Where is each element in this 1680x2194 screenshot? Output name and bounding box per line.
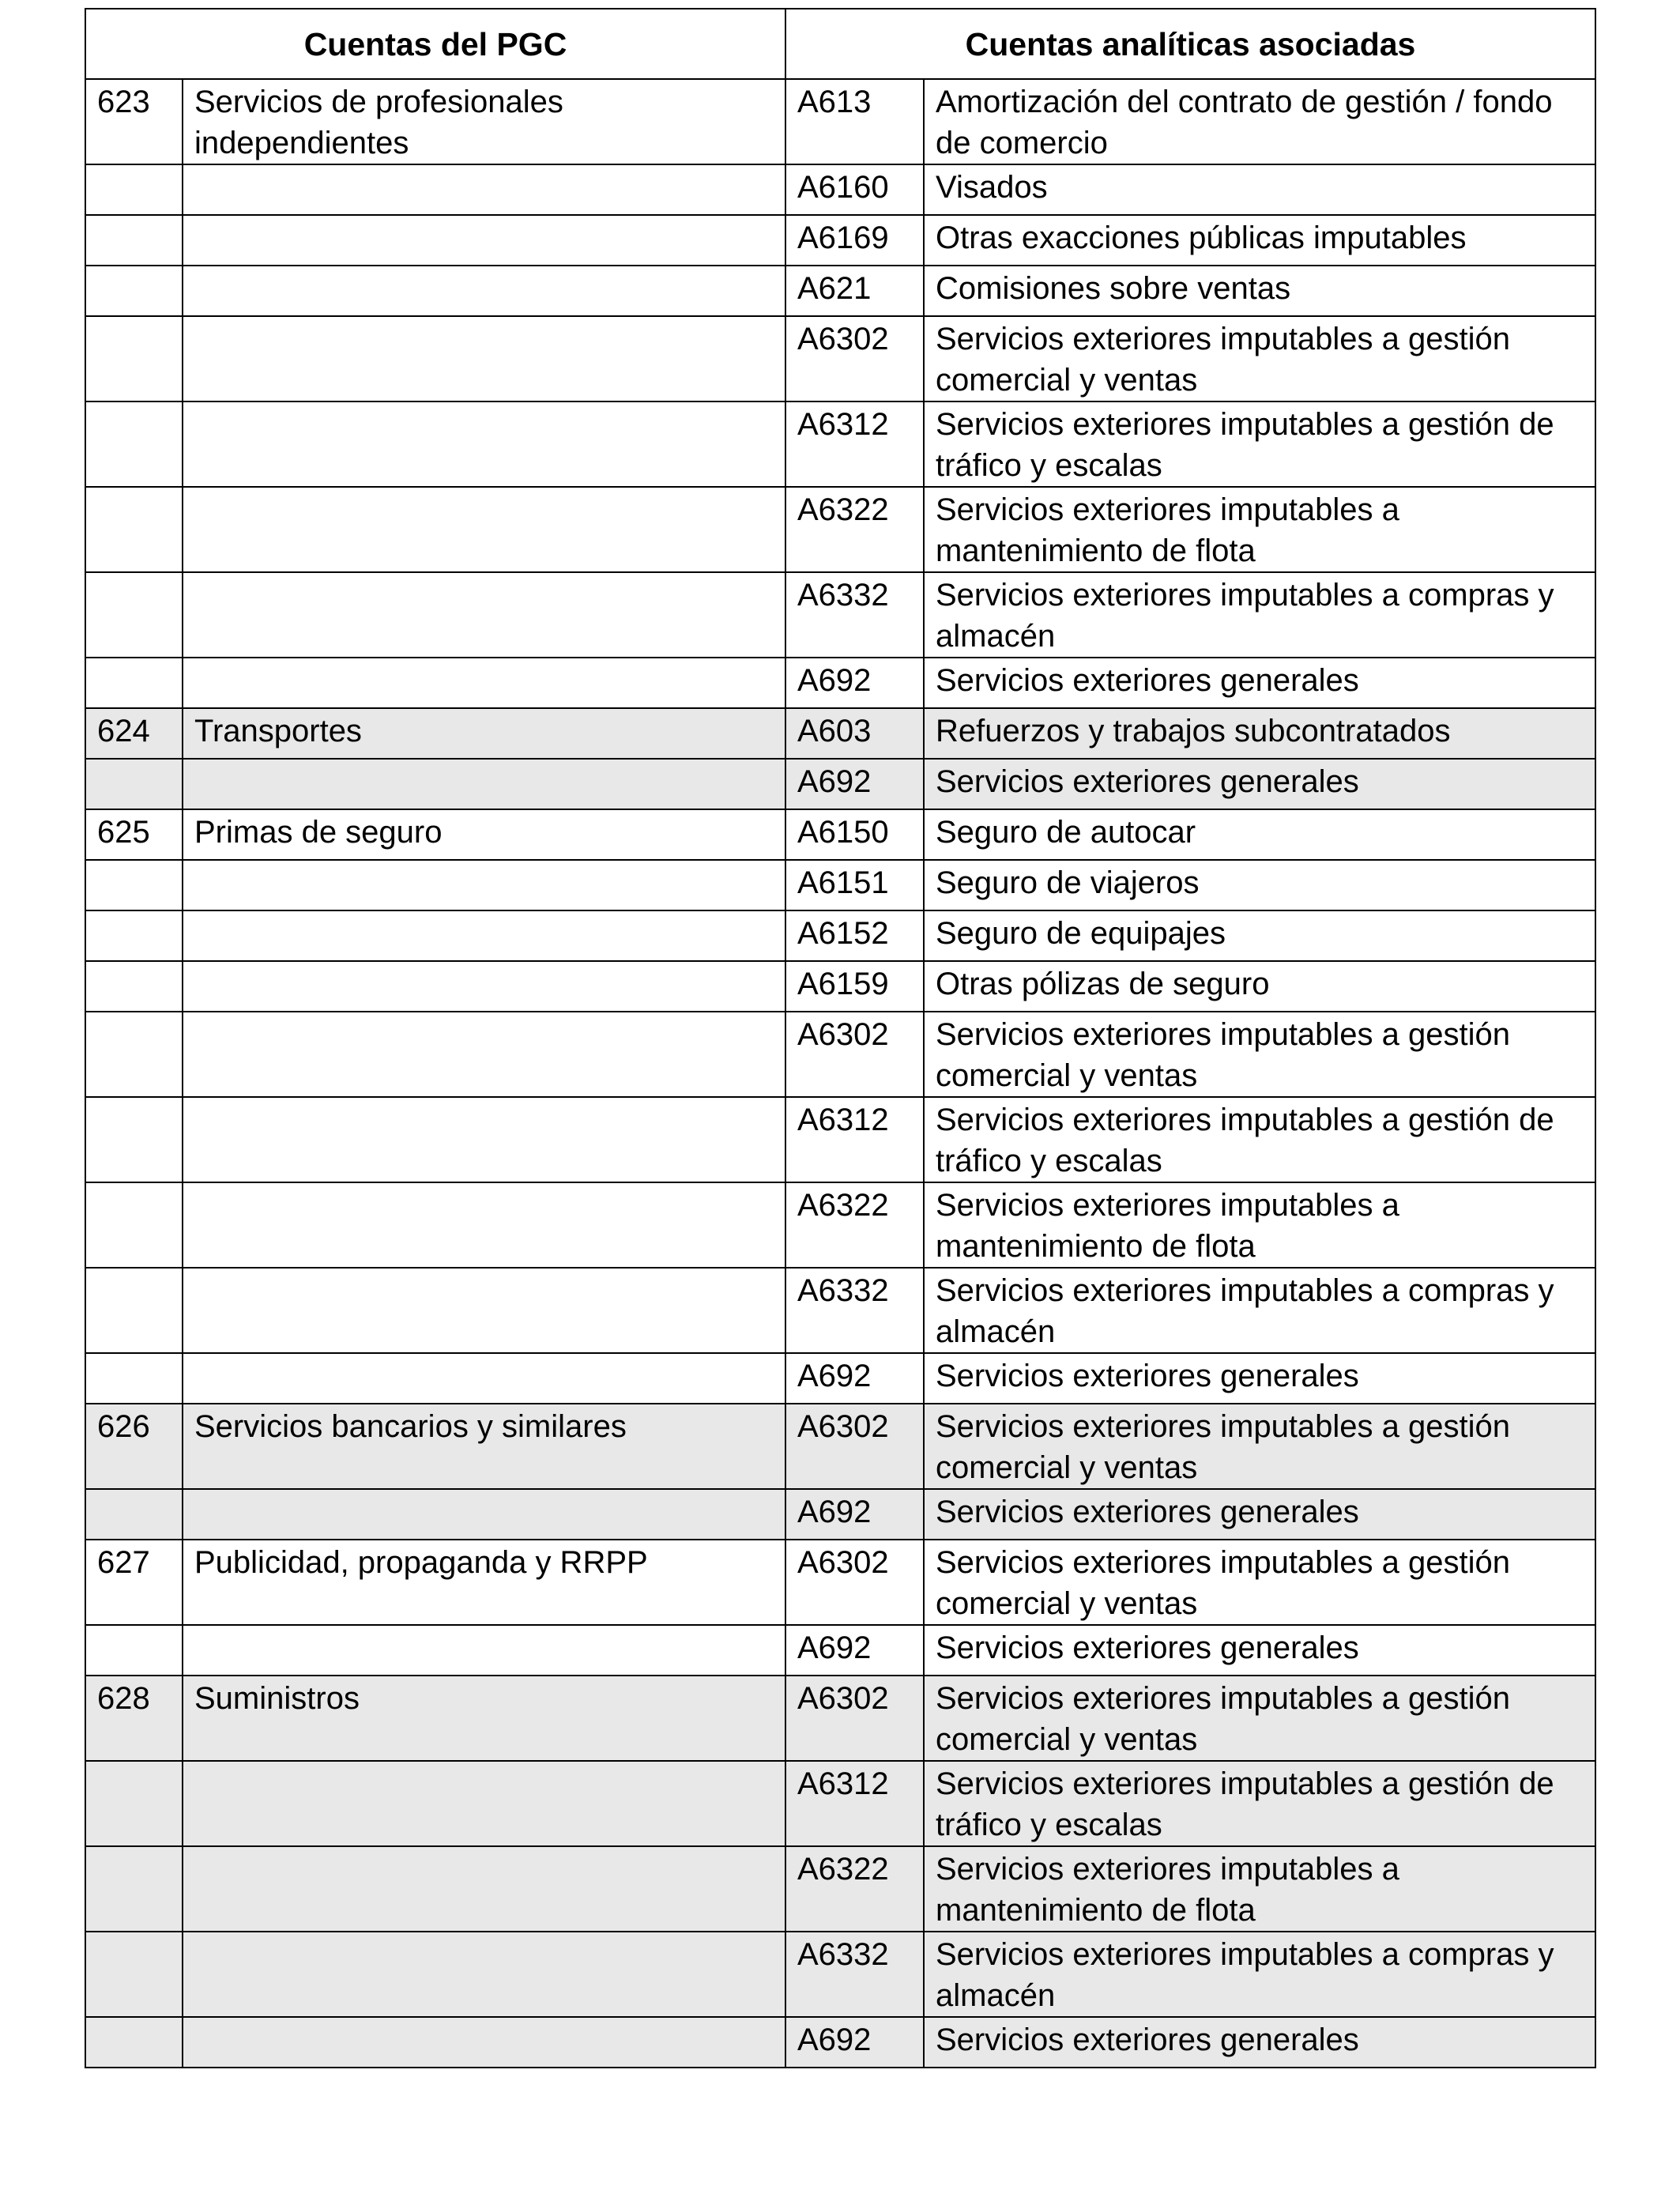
table-row — [85, 1625, 1595, 1676]
analytic-name-cell: Servicios exteriores generales — [924, 1353, 1595, 1404]
pgc-name-cell — [183, 759, 785, 809]
table-row — [85, 1268, 1595, 1353]
table-row — [85, 1404, 1595, 1489]
pgc-name-cell: Publicidad, propaganda y RRPP — [183, 1540, 785, 1625]
analytic-name-cell: Servicios exteriores imputables a gestión de tráfico y escalas — [924, 1761, 1595, 1846]
pgc-code-cell: 625 — [85, 809, 183, 860]
table-row — [85, 572, 1595, 658]
analytic-code-cell: A6152 — [785, 910, 924, 961]
pgc-name-cell — [183, 1353, 785, 1404]
table-row — [85, 2017, 1595, 2068]
table-row — [85, 1676, 1595, 1761]
pgc-name-cell — [183, 316, 785, 401]
pgc-code-cell: 624 — [85, 708, 183, 759]
pgc-name-cell — [183, 1268, 785, 1353]
analytic-name-cell: Servicios exteriores generales — [924, 2017, 1595, 2068]
analytic-name-cell: Servicios exteriores generales — [924, 759, 1595, 809]
analytic-code-cell: A6151 — [785, 860, 924, 910]
analytic-code-cell: A6312 — [785, 1097, 924, 1182]
header-row — [85, 9, 1595, 79]
analytic-name-cell: Servicios exteriores imputables a compras y almacén — [924, 1932, 1595, 2017]
analytic-name-cell: Seguro de autocar — [924, 809, 1595, 860]
pgc-code-cell — [85, 1012, 183, 1097]
pgc-name-cell — [183, 215, 785, 266]
table-row — [85, 1761, 1595, 1846]
pgc-code-cell — [85, 1761, 183, 1846]
pgc-name-cell — [183, 910, 785, 961]
table-row — [85, 215, 1595, 266]
analytic-code-cell: A6332 — [785, 1932, 924, 2017]
analytic-code-cell: A692 — [785, 759, 924, 809]
analytic-name-cell: Servicios exteriores imputables a gestión comercial y ventas — [924, 316, 1595, 401]
analytic-code-cell: A692 — [785, 2017, 924, 2068]
pgc-code-cell — [85, 961, 183, 1012]
analytic-code-cell: A6302 — [785, 1404, 924, 1489]
pgc-name-cell: Servicios bancarios y similares — [183, 1404, 785, 1489]
analytic-code-cell: A6150 — [785, 809, 924, 860]
pgc-name-cell — [183, 1761, 785, 1846]
analytic-code-cell: A6322 — [785, 1182, 924, 1268]
analytic-code-cell: A6302 — [785, 1540, 924, 1625]
analytic-code-cell: A6160 — [785, 164, 924, 215]
table-row — [85, 809, 1595, 860]
analytic-name-cell: Servicios exteriores imputables a gestión de tráfico y escalas — [924, 1097, 1595, 1182]
analytic-name-cell: Servicios exteriores imputables a gestión comercial y ventas — [924, 1676, 1595, 1761]
analytic-name-cell: Seguro de viajeros — [924, 860, 1595, 910]
pgc-name-cell — [183, 164, 785, 215]
analytic-name-cell: Comisiones sobre ventas — [924, 266, 1595, 316]
analytic-name-cell: Servicios exteriores generales — [924, 658, 1595, 708]
pgc-name-cell — [183, 1097, 785, 1182]
analytic-code-cell: A6302 — [785, 316, 924, 401]
pgc-code-cell — [85, 860, 183, 910]
analytic-code-cell: A6159 — [785, 961, 924, 1012]
header-analytic-accounts: Cuentas analíticas asociadas — [785, 9, 1595, 79]
pgc-code-cell — [85, 759, 183, 809]
pgc-name-cell — [183, 572, 785, 658]
analytic-code-cell: A6322 — [785, 487, 924, 572]
table-row — [85, 1846, 1595, 1932]
pgc-code-cell — [85, 164, 183, 215]
pgc-name-cell — [183, 487, 785, 572]
analytic-code-cell: A692 — [785, 658, 924, 708]
table-row — [85, 1182, 1595, 1268]
analytic-name-cell: Refuerzos y trabajos subcontratados — [924, 708, 1595, 759]
pgc-name-cell — [183, 1625, 785, 1676]
analytic-code-cell: A692 — [785, 1353, 924, 1404]
pgc-name-cell — [183, 1489, 785, 1540]
analytic-name-cell: Servicios exteriores generales — [924, 1489, 1595, 1540]
table-header — [85, 9, 1595, 79]
analytic-code-cell: A6169 — [785, 215, 924, 266]
analytic-code-cell: A6322 — [785, 1846, 924, 1932]
analytic-code-cell: A6302 — [785, 1676, 924, 1761]
table-row — [85, 164, 1595, 215]
analytic-code-cell: A692 — [785, 1489, 924, 1540]
analytic-code-cell: A6332 — [785, 572, 924, 658]
table-row — [85, 658, 1595, 708]
pgc-code-cell — [85, 215, 183, 266]
pgc-code-cell: 628 — [85, 1676, 183, 1761]
analytic-name-cell: Servicios exteriores generales — [924, 1625, 1595, 1676]
pgc-name-cell — [183, 1012, 785, 1097]
pgc-code-cell — [85, 316, 183, 401]
table-row — [85, 1353, 1595, 1404]
accounts-table — [85, 8, 1596, 2068]
pgc-name-cell — [183, 401, 785, 487]
analytic-name-cell: Servicios exteriores imputables a gestión comercial y ventas — [924, 1404, 1595, 1489]
analytic-code-cell: A613 — [785, 79, 924, 164]
pgc-code-cell — [85, 1625, 183, 1676]
pgc-code-cell — [85, 266, 183, 316]
analytic-name-cell: Otras exacciones públicas imputables — [924, 215, 1595, 266]
pgc-name-cell — [183, 658, 785, 708]
table-row — [85, 266, 1595, 316]
pgc-name-cell — [183, 1932, 785, 2017]
analytic-code-cell: A6302 — [785, 1012, 924, 1097]
analytic-code-cell: A6312 — [785, 1761, 924, 1846]
analytic-code-cell: A603 — [785, 708, 924, 759]
pgc-name-cell: Transportes — [183, 708, 785, 759]
analytic-name-cell: Servicios exteriores imputables a mantenimiento de flota — [924, 1846, 1595, 1932]
analytic-name-cell: Servicios exteriores imputables a compras y almacén — [924, 1268, 1595, 1353]
table-row — [85, 860, 1595, 910]
table-body — [85, 79, 1595, 2068]
pgc-name-cell — [183, 961, 785, 1012]
table-row — [85, 1097, 1595, 1182]
pgc-code-cell — [85, 1182, 183, 1268]
pgc-code-cell: 626 — [85, 1404, 183, 1489]
pgc-code-cell — [85, 1097, 183, 1182]
pgc-name-cell — [183, 1182, 785, 1268]
analytic-code-cell: A6332 — [785, 1268, 924, 1353]
pgc-name-cell — [183, 2017, 785, 2068]
pgc-name-cell — [183, 1846, 785, 1932]
pgc-code-cell: 627 — [85, 1540, 183, 1625]
pgc-code-cell — [85, 1489, 183, 1540]
pgc-code-cell — [85, 487, 183, 572]
analytic-name-cell: Servicios exteriores imputables a gestión de tráfico y escalas — [924, 401, 1595, 487]
table-row — [85, 1489, 1595, 1540]
pgc-name-cell: Suministros — [183, 1676, 785, 1761]
analytic-name-cell: Otras pólizas de seguro — [924, 961, 1595, 1012]
analytic-code-cell: A692 — [785, 1625, 924, 1676]
analytic-name-cell: Amortización del contrato de gestión / fondo de comercio — [924, 79, 1595, 164]
pgc-code-cell — [85, 1353, 183, 1404]
table-row — [85, 316, 1595, 401]
table-row — [85, 1012, 1595, 1097]
pgc-code-cell — [85, 572, 183, 658]
table-row — [85, 401, 1595, 487]
table-row — [85, 910, 1595, 961]
table-row — [85, 1540, 1595, 1625]
table-row — [85, 708, 1595, 759]
analytic-name-cell: Seguro de equipajes — [924, 910, 1595, 961]
analytic-name-cell: Visados — [924, 164, 1595, 215]
pgc-code-cell — [85, 1932, 183, 2017]
pgc-code-cell — [85, 658, 183, 708]
table-row — [85, 1932, 1595, 2017]
pgc-code-cell — [85, 401, 183, 487]
analytic-name-cell: Servicios exteriores imputables a mantenimiento de flota — [924, 487, 1595, 572]
table-row — [85, 79, 1595, 164]
pgc-code-cell — [85, 1846, 183, 1932]
analytic-name-cell: Servicios exteriores imputables a gestión comercial y ventas — [924, 1012, 1595, 1097]
analytic-code-cell: A6312 — [785, 401, 924, 487]
analytic-name-cell: Servicios exteriores imputables a gestión comercial y ventas — [924, 1540, 1595, 1625]
pgc-code-cell: 623 — [85, 79, 183, 164]
analytic-name-cell: Servicios exteriores imputables a mantenimiento de flota — [924, 1182, 1595, 1268]
pgc-name-cell: Primas de seguro — [183, 809, 785, 860]
header-pgc-accounts: Cuentas del PGC — [85, 9, 785, 79]
table-row — [85, 487, 1595, 572]
pgc-name-cell: Servicios de profesionales independientes — [183, 79, 785, 164]
analytic-name-cell: Servicios exteriores imputables a compras y almacén — [924, 572, 1595, 658]
table-row — [85, 961, 1595, 1012]
pgc-code-cell — [85, 1268, 183, 1353]
pgc-name-cell — [183, 860, 785, 910]
analytic-code-cell: A621 — [785, 266, 924, 316]
table-row — [85, 759, 1595, 809]
pgc-code-cell — [85, 910, 183, 961]
pgc-name-cell — [183, 266, 785, 316]
pgc-code-cell — [85, 2017, 183, 2068]
